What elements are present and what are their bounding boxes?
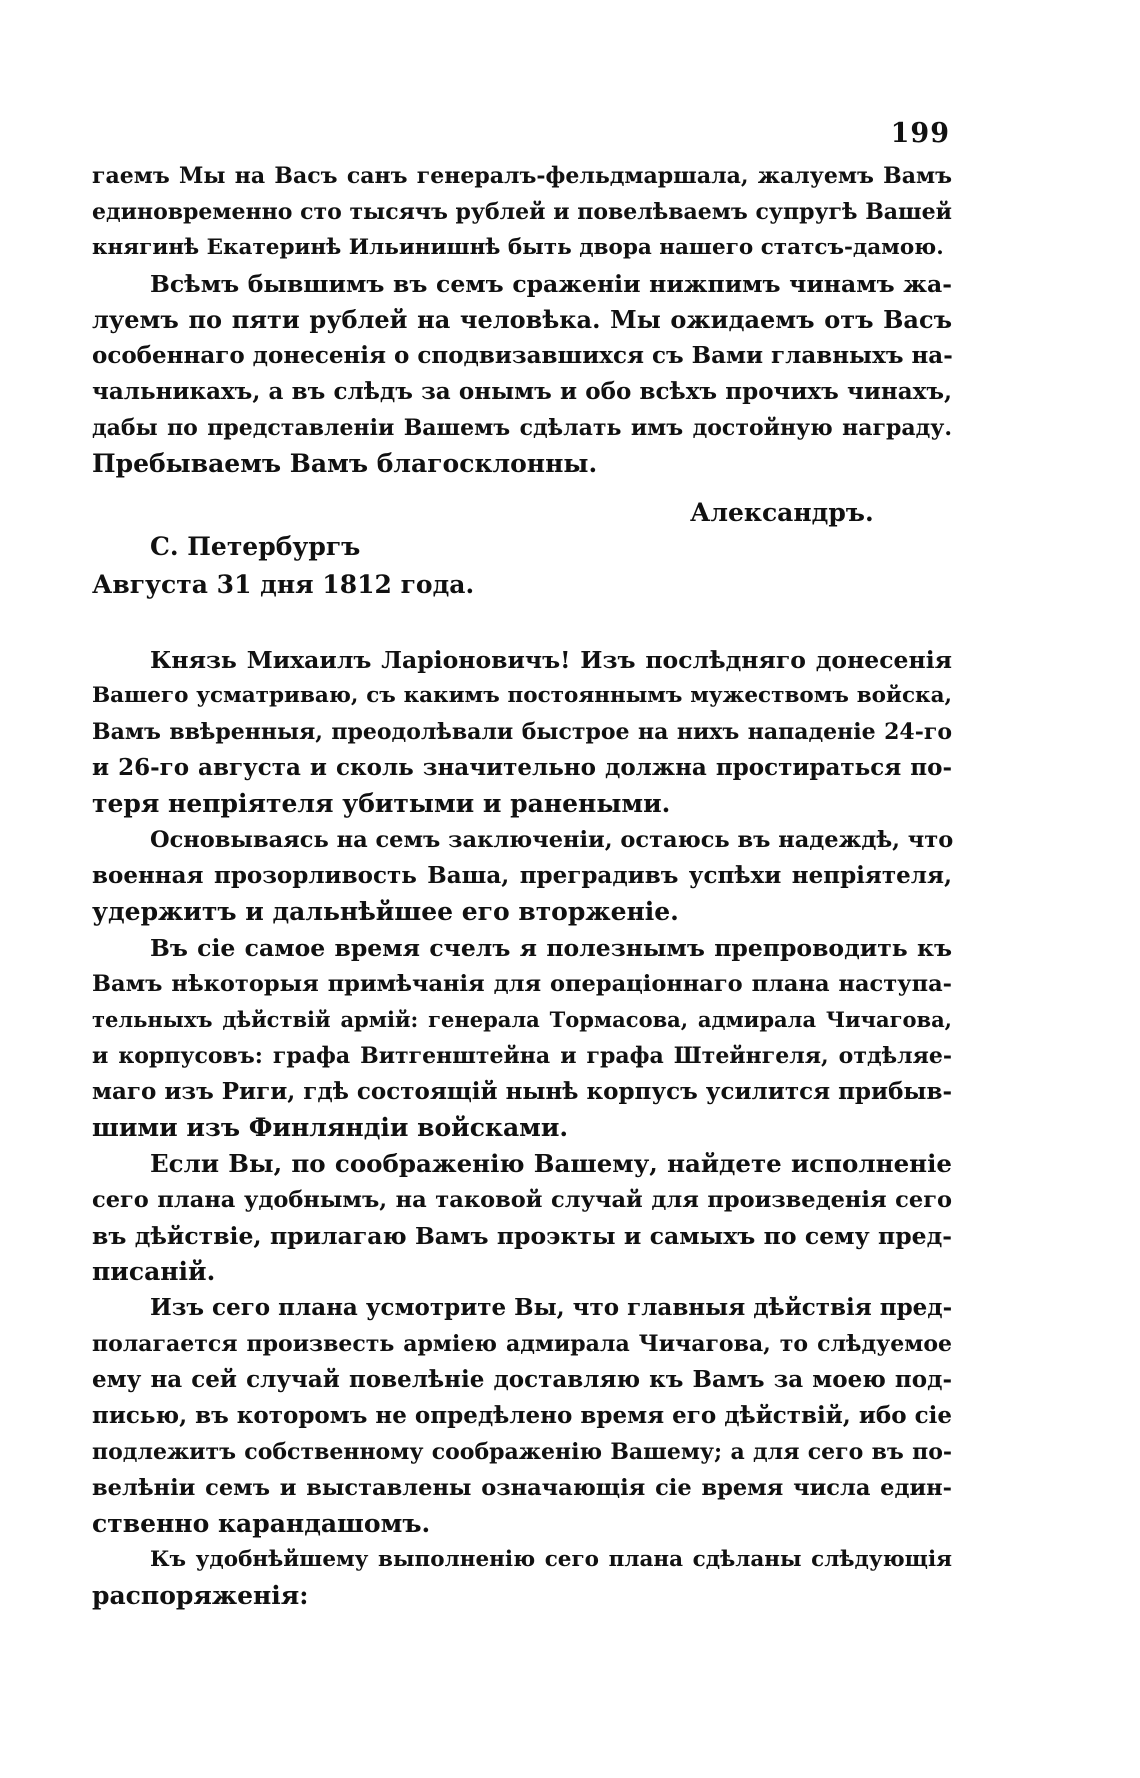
text-line: Всѣмъ бывшимъ въ семъ сраженіи нижпимъ чинамъ жа- bbox=[150, 270, 952, 298]
text-line: маго изъ Риги, гдѣ состоящій нынѣ корпусъ усилится прибыв- bbox=[92, 1078, 952, 1105]
date-line: Августа 31 дня 1812 года. bbox=[92, 570, 475, 599]
text-line: писаній. bbox=[92, 1257, 216, 1286]
text-line: ственно карандашомъ. bbox=[92, 1509, 431, 1538]
text-line: луемъ по пяти рублей на человѣка. Мы ожидаемъ отъ Васъ bbox=[92, 305, 952, 334]
text-line: Пребываемъ Вамъ благосклонны. bbox=[92, 449, 598, 478]
text-line: распоряженія: bbox=[92, 1581, 309, 1610]
text-line: писью, въ которомъ не опредѣлено время его дѣйствій, ибо сіе bbox=[92, 1402, 952, 1429]
page-number: 199 bbox=[890, 118, 950, 149]
text-line: Изъ сего плана усмотрите Вы, что главныя дѣйствія пред- bbox=[150, 1294, 953, 1321]
text-line: въ дѣйствіе, прилагаю Вамъ проэкты и самыхъ по сему пред- bbox=[92, 1222, 952, 1250]
text-line: военная прозорливость Ваша, преградивъ успѣхи непріятеля, bbox=[92, 862, 952, 889]
text-line: Вамъ ввѣренныя, преодолѣвали быстрое на нихъ нападеніе 24-го bbox=[92, 719, 952, 745]
place-line: С. Петербургъ bbox=[150, 532, 361, 561]
text-line: Князь Михаилъ Ларіоновичъ! Изъ послѣдняго донесенія bbox=[150, 646, 952, 674]
text-line: чальникахъ, а въ слѣдъ за онымъ и обо всѣхъ прочихъ чинахъ, bbox=[92, 378, 952, 405]
text-line: дабы по представленіи Вашемъ сдѣлать имъ достойную награду. bbox=[92, 415, 952, 441]
letter-text-block-1 bbox=[92, 158, 952, 482]
text-line: Къ удобнѣйшему выполненію сего плана сдѣланы слѣдующія bbox=[150, 1547, 952, 1572]
text-line: ему на сей случай повелѣніе доставляю къ Вамъ за моею под- bbox=[92, 1366, 952, 1393]
text-line: гаемъ Мы на Васъ санъ генералъ-фельдмаршала, жалуемъ Вамъ bbox=[92, 163, 952, 189]
text-line: Основываясь на семъ заключеніи, остаюсь въ надеждѣ, что bbox=[150, 827, 954, 853]
text-line: и 26-го августа и сколь значительно должна простираться по- bbox=[92, 754, 952, 781]
text-line: сего плана удобнымъ, на таковой случай для произведенія сего bbox=[92, 1187, 952, 1213]
text-line: и корпусовъ: графа Витгенштейна и графа Штейнгеля, отдѣляе- bbox=[92, 1043, 952, 1069]
text-line: Вамъ нѣкоторыя примѣчанія для операціоннаго плана наступа- bbox=[92, 971, 952, 997]
text-line: тельныхъ дѣйствій армій: генерала Тормасова, адмирала Чичагова, bbox=[92, 1007, 952, 1032]
text-line: удержитъ и дальнѣйшее его вторженіе. bbox=[92, 897, 679, 926]
text-line: княгинѣ Екатеринѣ Ильинишнѣ быть двора нашего статсъ-дамою. bbox=[92, 235, 944, 260]
text-line: подлежитъ собственному соображенію Вашему; а для сего въ по- bbox=[92, 1439, 952, 1465]
letter-text-block-2 bbox=[92, 642, 952, 1614]
text-line: Вашего усматриваю, съ какимъ постояннымъ мужествомъ войска, bbox=[92, 683, 952, 708]
text-line: Въ сіе самое время счелъ я полезнымъ препроводить къ bbox=[150, 934, 952, 962]
text-line: единовременно сто тысячъ рублей и повелѣваемъ супругѣ Вашей bbox=[92, 199, 952, 225]
text-line: шими изъ Финляндіи войсками. bbox=[92, 1113, 569, 1142]
text-line: особеннаго донесенія о сподвизавшихся съ Вами главныхъ на- bbox=[92, 342, 953, 369]
text-line: теря непріятеля убитыми и ранеными. bbox=[92, 789, 671, 818]
signature: Александръ. bbox=[690, 498, 874, 527]
text-line: полагается произвесть арміею адмирала Чичагова, то слѣдуемое bbox=[92, 1331, 952, 1357]
text-line: Если Вы, по соображенію Вашему, найдете исполненіе bbox=[150, 1149, 952, 1178]
text-line: велѣніи семъ и выставлены означающія сіе время числа един- bbox=[92, 1475, 952, 1501]
